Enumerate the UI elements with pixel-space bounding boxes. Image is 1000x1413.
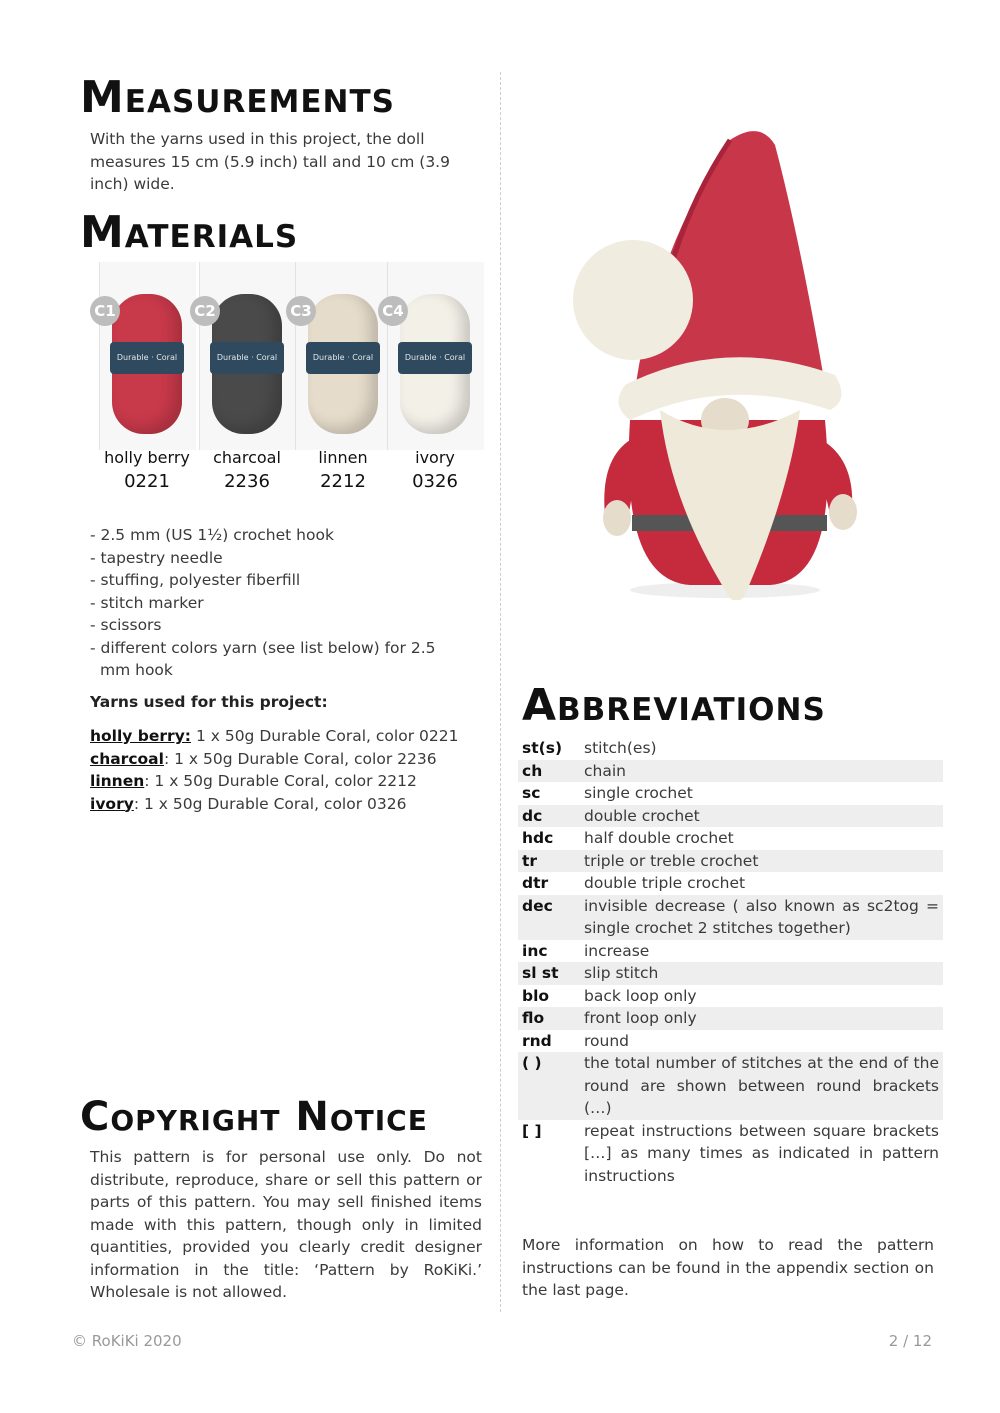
- yarn-swatch-c1: [94, 262, 195, 492]
- yarn-badge-c2: C2: [190, 296, 220, 326]
- abbr-meaning: double triple crochet: [584, 874, 746, 892]
- yarn-label-band: Durable · Coral: [306, 342, 380, 374]
- table-row: [518, 895, 943, 940]
- yarn-swatches: [95, 262, 490, 492]
- table-row: [518, 737, 943, 760]
- abbr-term: dtr: [522, 874, 549, 892]
- abbr-term: tr: [518, 850, 580, 873]
- table-row: [518, 827, 943, 850]
- yarn-used-line: [90, 748, 490, 771]
- yarn-label-band: Durable · Coral: [210, 342, 284, 374]
- abbr-term: dc: [518, 805, 580, 828]
- copyright-heading: Copyright Notice: [80, 1094, 428, 1140]
- abbr-term: sl st: [518, 962, 580, 985]
- materials-item: - stitch marker: [90, 593, 204, 612]
- abbr-meaning: single crochet: [584, 784, 693, 802]
- abbr-term: dec: [518, 895, 580, 940]
- yarn-label-brand: Durable: [312, 353, 345, 362]
- gnome-hand-left: [603, 500, 631, 536]
- abbr-meaning: slip stitch: [580, 962, 943, 985]
- column-divider: [500, 72, 501, 1312]
- abbr-meaning: invisible decrease ( also known as sc2tog = single crochet 2 stitches together): [580, 895, 943, 940]
- footer-copyright: © RoKiKi 2020: [72, 1332, 182, 1350]
- yarn-label-type: Coral: [156, 353, 178, 362]
- abbr-meaning: the total number of stitches at the end of the round are shown between round brackets (…): [580, 1052, 943, 1120]
- materials-item: - tapestry needle: [90, 548, 223, 567]
- abbreviations-table: [518, 737, 943, 1187]
- abbr-meaning: round: [584, 1031, 630, 1050]
- table-row: [518, 1030, 943, 1053]
- yarn-used-desc: : 1 x 50g Durable Coral, color 2212: [144, 772, 417, 790]
- table-row: [518, 940, 943, 963]
- abbr-meaning: chain: [580, 760, 943, 783]
- abbr-term: [ ]: [522, 1121, 542, 1140]
- yarn-name-c2: charcoal: [213, 448, 281, 467]
- yarn-code-c1: 0221: [124, 471, 170, 492]
- yarn-used-line: [90, 770, 490, 793]
- abbr-meaning: stitch(es): [584, 739, 657, 757]
- abbr-term: sc: [522, 784, 541, 802]
- yarn-badge-c3: C3: [286, 296, 316, 326]
- abbr-term: flo: [518, 1007, 580, 1030]
- gnome-hand-right: [829, 494, 857, 530]
- yarn-swatch-c4: [382, 262, 483, 492]
- gnome-photo: [560, 120, 890, 600]
- abbr-term: inc: [522, 941, 548, 960]
- yarn-label-brand: Durable: [116, 353, 149, 362]
- abbr-meaning: front loop only: [580, 1007, 943, 1030]
- yarn-badge-c4: C4: [378, 296, 408, 326]
- table-row: [518, 872, 943, 895]
- abbr-term: rnd: [522, 1031, 552, 1050]
- abbr-term: ( ): [518, 1052, 580, 1120]
- table-row: [518, 1120, 943, 1188]
- more-info-text: More information on how to read the pattern instructions can be found in the appendix section on the last page.: [522, 1236, 934, 1299]
- table-row: [518, 1007, 943, 1030]
- gnome-pompom: [573, 240, 693, 360]
- yarn-code-c2: 2236: [224, 471, 270, 492]
- yarn-name-c1: holly berry: [104, 448, 190, 467]
- yarns-used-list: [90, 725, 490, 815]
- copyright-text: This pattern is for personal use only. Do not distribute, reproduce, share or sell this pattern or parts of this pattern. You may sell finished items made with this pattern, though only in limited quantities, provided you clearly credit designer information in the title: ‘Pattern by RoKiKi.’ Wholesale is not allowed.: [90, 1148, 482, 1301]
- yarn-label-band: Durable · Coral: [110, 342, 184, 374]
- materials-item: - stuffing, polyester fiberfill: [90, 571, 301, 589]
- abbr-meaning: increase: [584, 941, 650, 960]
- abbreviations-heading: Abbreviations: [522, 680, 826, 731]
- table-row: [518, 1052, 943, 1120]
- yarn-swatch-c3: [290, 262, 391, 492]
- yarn-used-name: charcoal: [90, 749, 164, 768]
- measurements-text: With the yarns used in this project, the doll measures 15 cm (5.9 inch) tall and 10 cm (3.9 inch) wide.: [90, 130, 450, 193]
- abbr-meaning: triple or treble crochet: [580, 850, 943, 873]
- abbr-meaning: double crochet: [580, 805, 943, 828]
- page-number: 2 / 12: [888, 1332, 932, 1350]
- yarn-code-c3: 2212: [320, 471, 366, 492]
- materials-item: - 2.5 mm (US 1½) crochet hook: [90, 526, 334, 544]
- yarn-used-name: linnen: [90, 772, 145, 790]
- yarn-badge-c1: C1: [90, 296, 120, 326]
- abbr-term: st(s): [522, 739, 563, 757]
- yarn-used-name: holly berry:: [90, 727, 192, 745]
- yarn-used-desc: : 1 x 50g Durable Coral, color 0326: [133, 794, 407, 813]
- materials-item: - scissors: [90, 616, 162, 634]
- yarn-name-c4: ivory: [415, 448, 455, 467]
- materials-heading: Materials: [80, 207, 299, 258]
- table-row: [518, 850, 943, 873]
- abbr-term: blo: [522, 986, 550, 1005]
- yarn-code-c4: 0326: [412, 471, 458, 492]
- yarn-label-brand: Durable: [216, 353, 249, 362]
- abbr-term: ch: [518, 760, 580, 783]
- yarn-name-c3: linnen: [318, 448, 368, 467]
- yarn-used-line: [90, 793, 490, 816]
- table-row: [518, 760, 943, 783]
- yarn-label-type: Coral: [256, 353, 278, 362]
- yarn-label-type: Coral: [444, 353, 466, 362]
- abbr-meaning: back loop only: [584, 986, 697, 1005]
- table-row: [518, 782, 943, 805]
- abbr-term: hdc: [522, 829, 554, 847]
- yarns-used-title: Yarns used for this project:: [90, 693, 328, 711]
- yarn-used-line: [90, 725, 490, 748]
- abbr-meaning: half double crochet: [584, 829, 734, 847]
- yarn-swatch-c2: [194, 262, 295, 492]
- yarn-used-desc: : 1 x 50g Durable Coral, color 2236: [163, 749, 437, 768]
- materials-list: [90, 524, 470, 682]
- table-row: [518, 985, 943, 1008]
- materials-item: - different colors yarn (see list below) for 2.5 mm hook: [90, 638, 436, 679]
- abbr-meaning: repeat instructions between square brackets […] as many times as indicated in pattern instructions: [584, 1121, 939, 1185]
- yarn-used-desc: 1 x 50g Durable Coral, color 0221: [191, 727, 459, 745]
- table-row: [518, 962, 943, 985]
- measurements-heading: Measurements: [80, 72, 395, 123]
- table-row: [518, 805, 943, 828]
- yarn-label-band: Durable · Coral: [398, 342, 472, 374]
- yarn-used-name: ivory: [90, 794, 134, 813]
- yarn-label-type: Coral: [352, 353, 374, 362]
- yarn-label-brand: Durable: [404, 353, 437, 362]
